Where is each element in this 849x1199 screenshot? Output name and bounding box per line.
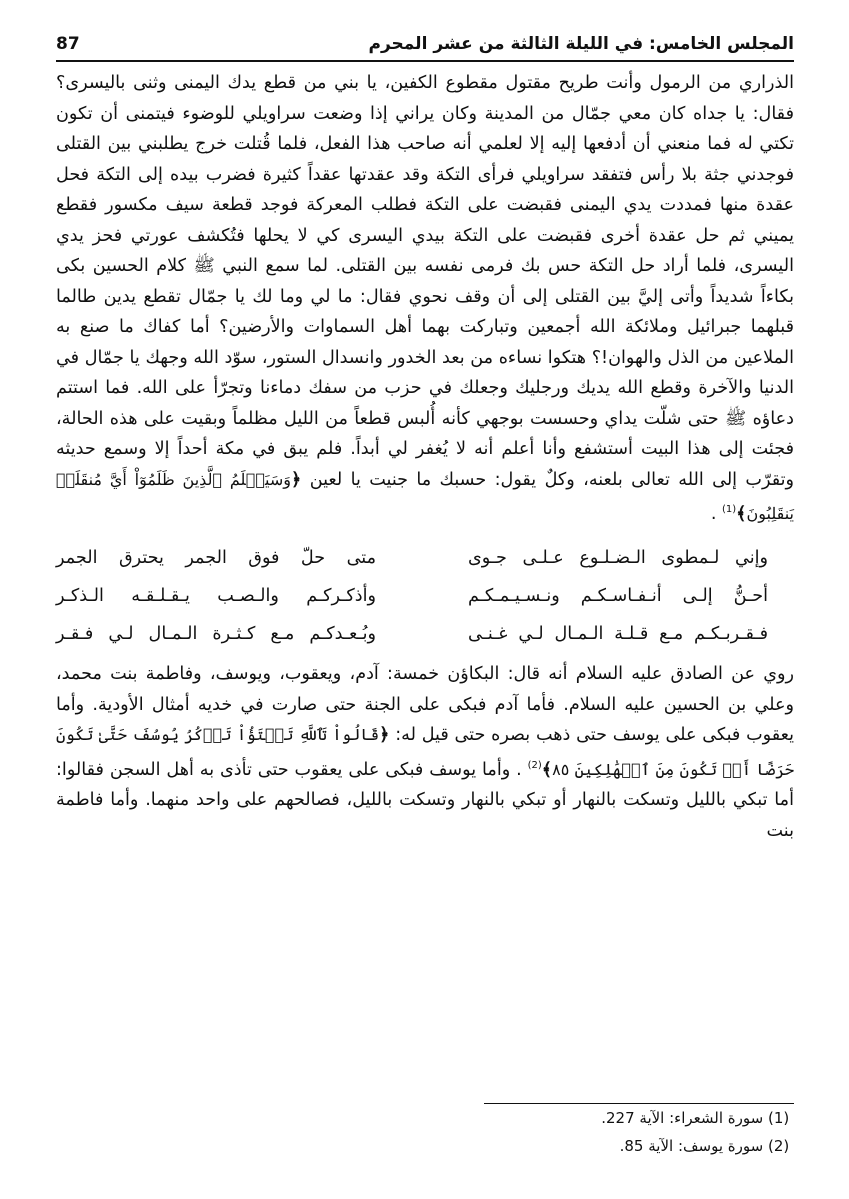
poem-verse xyxy=(56,615,794,653)
footnote-ref-1[interactable]: (1) xyxy=(722,504,737,515)
verse-first-hemistich: فـقـربـكـم مـع قـلـة الـمـال لـي غـنـى xyxy=(468,624,768,645)
quran-close-bracket: ﴾ xyxy=(736,502,747,524)
footnote-number: (1) xyxy=(768,1109,790,1127)
paragraph-2-text: روي عن الصادق عليه السلام أنه قال: البكاؤن خمسة: آدم، ويعقوب، ويوسف، وفاطمة بنت محمد، وعلي بن الحسين عليه السلام. فأما آدم فبكى على الجنة حتى صارت في خديه أمثال الأودية. وأما يعقوب فبكى على يوسف حتى ذهب بصره حتى قيل له: xyxy=(56,664,795,746)
paragraph-2-tail: . وأما يوسف فبكى على يعقوب حتى تأذى به أهل السجن فقالوا: أما تبكي بالليل وتسكت بالنهار أو تبكي بالنهار وتسكت بالليل، فصالحهم على واحد منهما. وأما فاطمة بنت xyxy=(56,759,794,841)
paragraph-1-text: الذراري من الرمول وأنت طريح مقتول مقطوع الكفين، يا بني من قطع يدك اليمنى وثنى باليسرى؟ فقال: يا جداه كان معي جمّال من المدينة وكان يراني إذا وضعت سراويلي للوضوء فيتمنى أن تكون تكتي له فما منعني أن أدفعها إليه إلا لعلمي أنه صاحب هذا الفعل، فلما قُتلت خرج يطلبني بين القتلى فوجدني جثة بلا رأس فتفقد سراويلي فرأى التكة وقد عقدتها عقداً كثيرة فضرب بيده إلى التكة فحل عقدة منها فمددت يدي اليمنى فقبضت على التكة فطلب المعركة فوجد قطعة سيف مكسور فقطع يميني ثم حل عقدة أخرى فقبضت على التكة بيدي اليسرى كي لا يحلها فتُكشف عورتي فحز يدي اليسرى، فلما أراد حل التكة حس بك فرمى نفسه بين القتلى. لما سمع النبي ﷺ كلام الحسين بكى بكاءاً شديداً وأتى إليَّ بين القتلى إلى أن وقف نحوي فقال: ما لي وما لك يا جمّال تقطع يدين طالما قبلهما جبرائيل وملائكة الله أجمعين وتباركت بهما أهل السماوات والأرضين؟ أما كفاك ما صنع به الملاعين من الذل والهوان!؟ هتكوا نساءه من بعد الخدور وانسدال الستور، سوّد الله وجهك يا جمّال في الدنيا والآخرة وقطع الله يديك ورجليك وجعلك في حزب من سفك دماءنا وتجرّأ على الله. فما استتم دعاؤه ﷺ حتى شلّت يداي وحسست بوجهي كأنه أُلبس قطعاً من الليل مظلماً وبقيت على هذه الحالة، فجئت إلى هذا البيت أستشفع وأنا أعلم أنه لا يُغفر لي أبداً. فلم يبق في مكة أحداً إلا وسمع حديثه وتقرّب إلى الله تعالى بلعنه، وكلٌ يقول: حسبك ما جنيت يا لعين xyxy=(56,73,794,490)
verse-second-hemistich: متى حلّ فوق الجمر يحترق الجمر xyxy=(56,548,376,569)
poem xyxy=(56,539,794,653)
verse-first-hemistich: أحـنُّ إلـى أنـفـاسـكـم ونـسـيـمـكـم xyxy=(468,586,768,607)
quran-verse-1: وَسَيَعۡلَمُ ٱلَّذِينَ ظَلَمُوٓاْ أَيَّ مُنقَلَبٖ يَنقَلِبُونَ xyxy=(56,469,794,523)
quran-verse-2: قَالُواْ تَٱللَّهِ تَفۡتَؤُاْ تَذۡكُرُ يُوسُفَ حَتَّىٰ تَكُونَ حَرَضًا أَوۡ تَكُونَ مِنَ ٱلۡهَٰلِكِينَ ٨٥ xyxy=(56,725,794,779)
quran-open-bracket: ﴿ xyxy=(379,724,390,746)
paragraph-2 xyxy=(56,659,794,846)
footnote-ref-2[interactable]: (2) xyxy=(527,759,542,771)
book-page xyxy=(56,28,794,1178)
page-number: 87 xyxy=(56,34,80,54)
poem-verse xyxy=(56,577,794,615)
running-header xyxy=(56,28,794,62)
paragraph-1 xyxy=(56,68,794,529)
footnote-number: (2) xyxy=(768,1137,790,1155)
footnote-1 xyxy=(56,1104,794,1132)
quran-open-bracket: ﴿ xyxy=(291,468,302,490)
poem-verse xyxy=(56,539,794,577)
paragraph-1-tail: . xyxy=(710,503,722,524)
footnote-2 xyxy=(56,1132,794,1160)
main-text xyxy=(56,68,794,846)
chapter-title: المجلس الخامس: في الليلة الثالثة من عشر المحرم xyxy=(368,34,794,54)
verse-second-hemistich: وبُـعـدكـم مـع كـثـرة الـمـال لـي فـقـر xyxy=(56,624,376,645)
verse-first-hemistich: وإني لـمطوى الـضـلـوع عـلـى جـوى xyxy=(468,548,768,569)
footnotes xyxy=(56,1103,794,1160)
quran-close-bracket: ﴾ xyxy=(541,758,553,780)
footnote-text: سورة الشعراء: الآية 227. xyxy=(601,1109,764,1127)
verse-second-hemistich: وأذكـركـم والـصـب يـقـلـقـه الـذكـر xyxy=(56,586,376,607)
footnote-text: سورة يوسف: الآية 85. xyxy=(619,1137,764,1155)
